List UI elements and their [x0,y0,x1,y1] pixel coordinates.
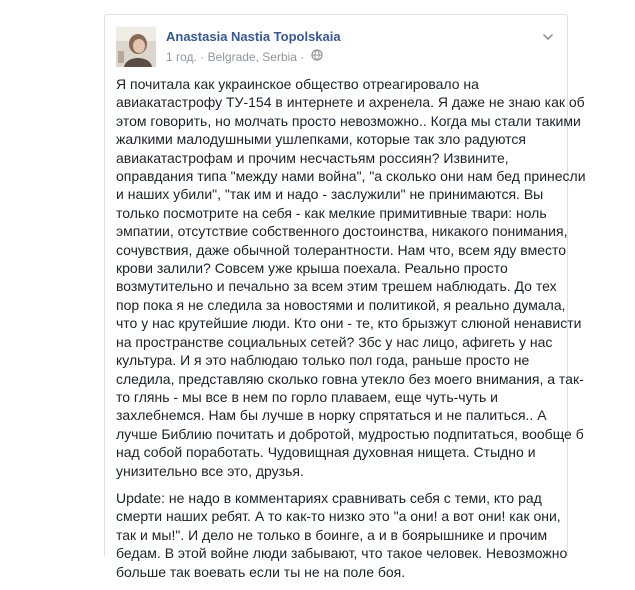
post-text-line: авиакатастрофам и прочим несчастьям россиян? Извините, [116,149,509,166]
avatar[interactable] [116,27,156,67]
post-text-line: возмутительно и печально за всем этим трешем наблюдать. До тех [116,278,557,295]
meta-separator: · [300,49,305,64]
post-text-line: культура. И я это наблюдаю только пол года, раньше просто не [116,352,530,369]
post-text-line: что у нас крутейшие люди. Кто они - те, кто брызжут слюной ненависти [116,315,582,332]
post-text-line: сочувствия, даже обычной толерантности. Нам что, всем яду вместо [116,241,567,258]
post-text-line: то глянь - мы все в нем по горло плаваем, еще чуть-чуть и [116,388,498,405]
post-meta [166,49,323,64]
post-header [116,27,556,71]
post-text-line: оправдания типа "между нами война", "а сколько они нам бед принесли [116,168,586,185]
chevron-down-icon[interactable] [540,29,556,45]
post-text-line: больше так воевать если ты не на поле боя. [116,563,406,580]
post-location-link[interactable]: Belgrade, Serbia [207,49,297,64]
post-text-line: жалкими малодушными ушлепками, которые так зло радуются [116,131,526,148]
author-name-link[interactable]: Anastasia Nastia Topolskaia [166,29,341,44]
post-text-line: лучше Библию почитать и добротой, мудростью подпитаться, вообще б [116,425,584,442]
globe-icon[interactable] [311,49,323,64]
post-text-line: Update: не надо в комментариях сравнивать себя с теми, кто рад [116,489,542,506]
post-text-line: захлебнемся. Нам бы лучше в норку спрятаться и не палиться.. А [116,407,547,424]
post-text-line: на пространстве социальных сетей? Збс у нас лицо, афигеть у нас [116,333,553,350]
post-text-line: бедам. В этой войне люди забывают, что такое человек. Невозможно [116,545,568,562]
post-text-line: следила, представляю сколько говна утекло без моего внимания, а так- [116,370,584,387]
post-text-line: так и мы!". И дело не только в боинге, а и в боярышнике и прочим [116,526,548,543]
post-text-line: только посмотрите на себя - как мелкие примитивные твари: ноль [116,204,547,221]
post-text-line: крови залили? Совсем уже крыша поехала. Реально просто [116,260,508,277]
post-text-line: Я почитала как украинское общество отреагировало на [116,76,479,92]
post-paragraph [116,75,586,480]
post-body [116,75,586,590]
post-text-line: пор пока я не следила за новостями и политикой, я реально думала, [116,296,566,313]
post-text-line: смерти наших ребят. А то как-то низко это "а они! а вот они! как они, [116,508,561,525]
post-time-link[interactable]: 1 год. [166,49,197,64]
post-card [104,14,586,580]
avatar-image [116,27,156,67]
post-text-line: этом говорить, но молчать просто невозможно.. Когда мы стали такими [116,112,581,129]
post-text-line: и наших убили", "так им и надо - заслужили" не принимаются. Вы [116,186,544,203]
post-text-line: над собой поработать. Чудовищная духовная нищета. Стыдно и [116,444,536,461]
meta-separator: · [200,49,205,64]
post-text-line: эмпатии, отсутствие собственного достоинства, никакого понимания, [116,223,568,240]
post-paragraph [116,489,568,581]
post-text-line: унизительно все это, друзья. [116,462,304,479]
post-text-line: авиакатастрофу ТУ-154 в интернете и ахренела. Я даже не знаю как об [116,94,585,111]
